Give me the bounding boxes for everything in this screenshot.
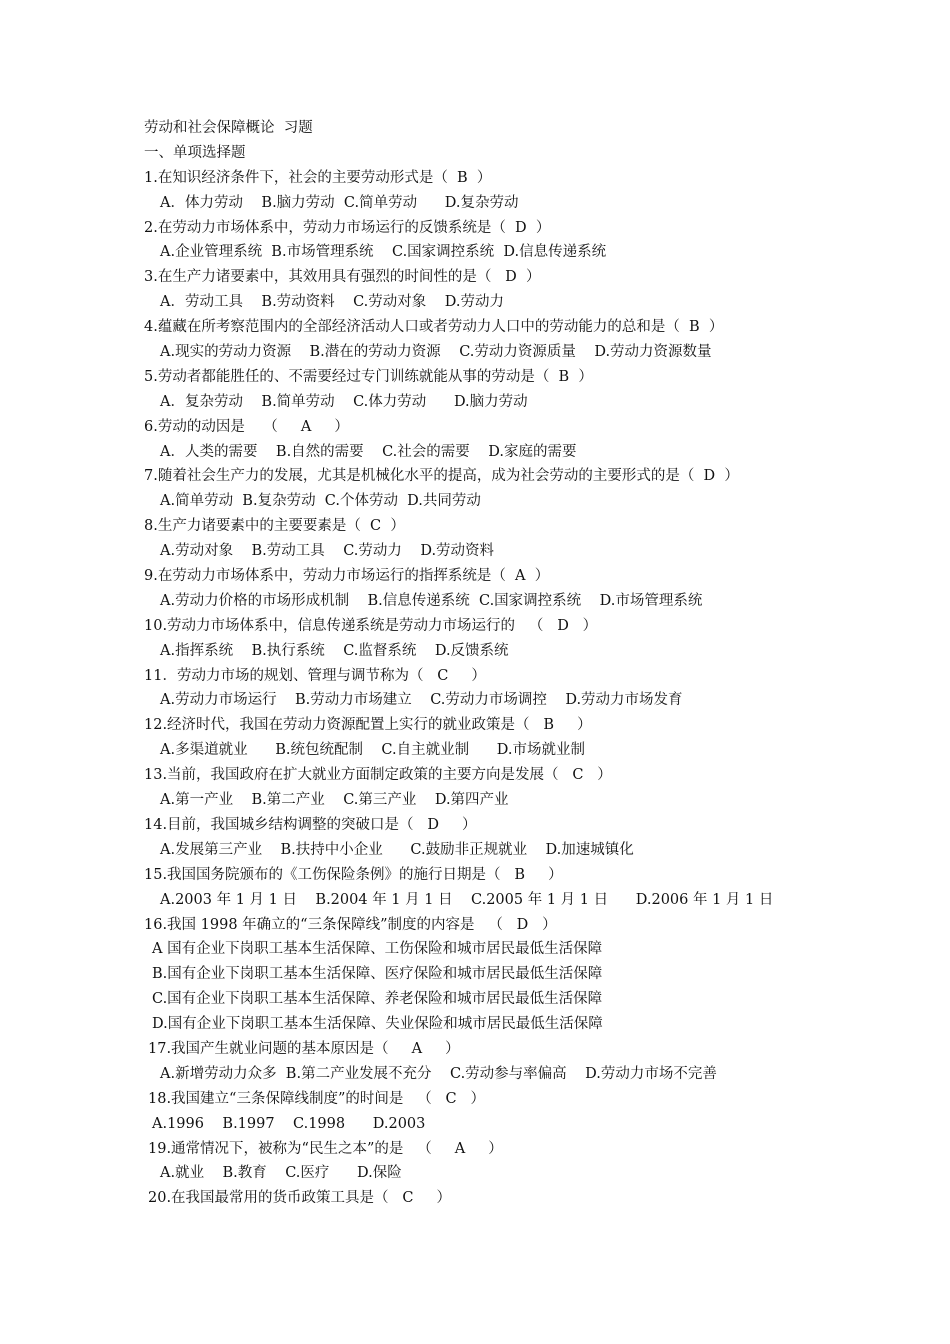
- question-line: 18.我国建立“三条保障线制度”的时间是 （ C ）: [148, 1090, 485, 1107]
- question-line: 17.我国产生就业问题的基本原因是（ A ）: [148, 1040, 460, 1057]
- question-line: 7.随着社会生产力的发展，尤其是机械化水平的提高，成为社会劳动的主要形式的是（ D ）: [144, 468, 739, 485]
- document-title: 劳动和社会保障概论 习题: [144, 120, 313, 136]
- question-line: 12.经济时代，我国在劳动力资源配置上实行的就业政策是（ B ）: [144, 717, 592, 734]
- option-line: A.发展第三产业 B.扶持中小企业 C.鼓励非正规就业 D.加速城镇化: [160, 841, 634, 858]
- option-line: A.现实的劳动力资源 B.潜在的劳动力资源 C.劳动力资源质量 D.劳动力资源数量: [160, 344, 712, 361]
- option-line: A．劳动工具 B.劳动资料 C.劳动对象 D.劳动力: [160, 294, 504, 311]
- question-line: 6.劳动的动因是 （ A ）: [144, 418, 349, 435]
- option-line: C.国有企业下岗职工基本生活保障、养老保险和城市居民最低生活保障: [152, 991, 603, 1008]
- question-line: 11．劳动力市场的规划、管理与调节称为（ C ）: [144, 667, 486, 684]
- question-list: [144, 166, 834, 1211]
- document-body: [144, 116, 834, 1211]
- option-line: A.多渠道就业 B.统包统配制 C.自主就业制 D.市场就业制: [160, 742, 585, 759]
- section-heading: 一、单项选择题: [144, 144, 246, 161]
- option-line: A.企业管理系统 B.市场管理系统 C.国家调控系统 D.信息传递系统: [160, 244, 607, 261]
- option-line: A．人类的需要 B.自然的需要 C.社会的需要 D.家庭的需要: [160, 443, 577, 460]
- option-line: A.劳动力价格的市场形成机制 B.信息传递系统 C.国家调控系统 D.市场管理系统: [160, 592, 703, 609]
- question-line: 4.蕴藏在所考察范围内的全部经济活动人口或者劳动力人口中的劳动能力的总和是（ B ）: [144, 319, 724, 336]
- question-line: 14.目前，我国城乡结构调整的突破口是（ D ）: [144, 816, 477, 833]
- option-line: A.指挥系统 B.执行系统 C.监督系统 D.反馈系统: [160, 642, 509, 659]
- question-line: 20.在我国最常用的货币政策工具是（ C ）: [148, 1190, 452, 1207]
- question-line: 8.生产力诸要素中的主要要素是（ C ）: [144, 518, 405, 535]
- option-line: A.简单劳动 B.复杂劳动 C.个体劳动 D.共同劳动: [160, 493, 481, 510]
- option-line: A.新增劳动力众多 B.第二产业发展不充分 C.劳动参与率偏高 D.劳动力市场不完善: [160, 1065, 717, 1082]
- option-line: A.就业 B.教育 C.医疗 D.保险: [160, 1165, 402, 1182]
- option-line: A.劳动力市场运行 B.劳动力市场建立 C.劳动力市场调控 D.劳动力市场发育: [160, 692, 683, 709]
- question-line: 2.在劳动力市场体系中，劳动力市场运行的反馈系统是（ D ）: [144, 219, 551, 236]
- question-line: 10.劳动力市场体系中，信息传递系统是劳动力市场运行的 （ D ）: [144, 617, 598, 634]
- option-line: A.劳动对象 B.劳动工具 C.劳动力 D.劳动资料: [160, 543, 495, 560]
- option-line: D.国有企业下岗职工基本生活保障、失业保险和城市居民最低生活保障: [152, 1016, 603, 1033]
- option-line: A．复杂劳动 B.简单劳动 C.体力劳动 D.脑力劳动: [160, 393, 528, 410]
- option-line: A.1996 B.1997 C.1998 D.2003: [152, 1115, 426, 1132]
- option-line: B.国有企业下岗职工基本生活保障、医疗保险和城市居民最低生活保障: [152, 966, 603, 983]
- question-line: 3.在生产力诸要素中，其效用具有强烈的时间性的是（ D ）: [144, 269, 541, 286]
- option-line: A 国有企业下岗职工基本生活保障、工伤保险和城市居民最低生活保障: [152, 941, 603, 958]
- question-line: 5.劳动者都能胜任的、不需要经过专门训练就能从事的劳动是（ B ）: [144, 368, 593, 385]
- question-line: 13.当前，我国政府在扩大就业方面制定政策的主要方向是发展（ C ）: [144, 767, 612, 784]
- option-line: A.2003 年 1 月 1 日 B.2004 年 1 月 1 日 C.2005 年 1 月 1 日 D.2006 年 1 月 1 日: [160, 891, 774, 908]
- question-line: 19.通常情况下，被称为“民生之本”的是 （ A ）: [148, 1140, 503, 1157]
- option-line: A.第一产业 B.第二产业 C.第三产业 D.第四产业: [160, 792, 509, 809]
- question-line: 1.在知识经济条件下，社会的主要劳动形式是（ B ）: [144, 169, 492, 186]
- option-line: A．体力劳动 B.脑力劳动 C.简单劳动 D.复杂劳动: [160, 194, 519, 211]
- question-line: 15.我国国务院颁布的《工伤保险条例》的施行日期是（ B ）: [144, 866, 563, 883]
- question-line: 9.在劳动力市场体系中，劳动力市场运行的指挥系统是（ A ）: [144, 568, 550, 585]
- question-line: 16.我国 1998 年确立的“三条保障线”制度的内容是 （ D ）: [144, 916, 557, 933]
